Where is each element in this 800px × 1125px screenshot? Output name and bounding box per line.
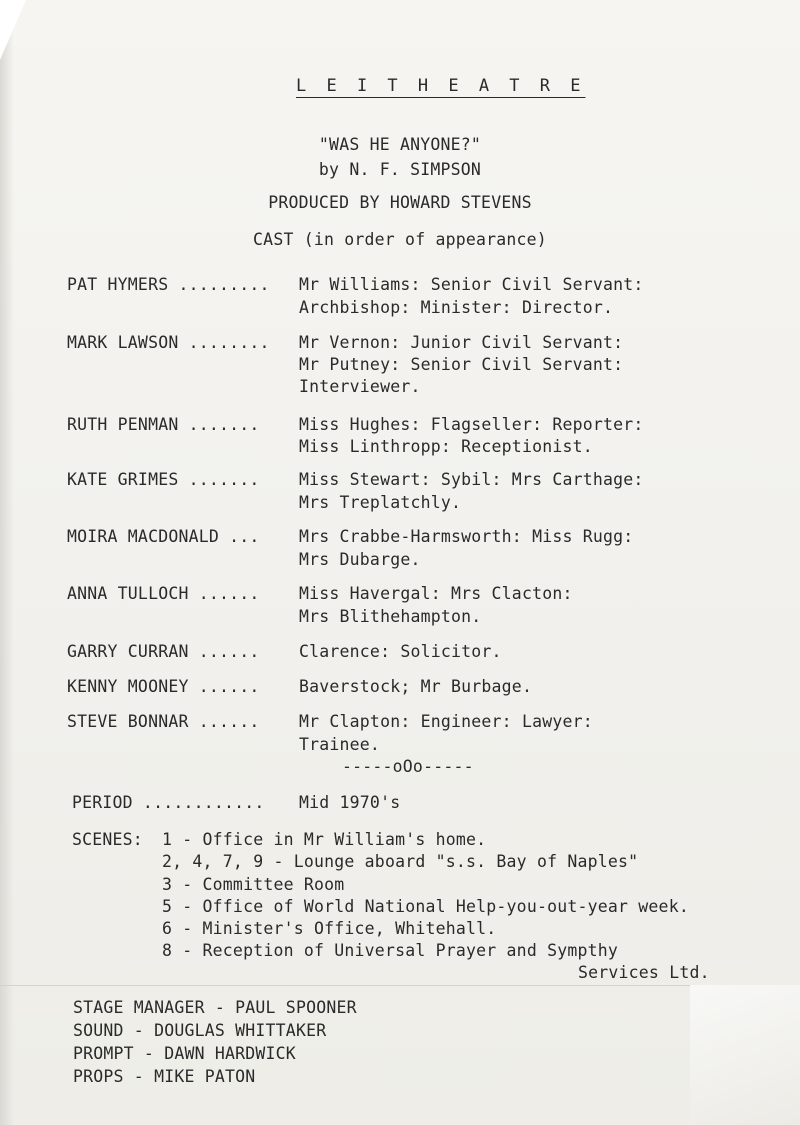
scene-line: 8 - Reception of Universal Prayer and Sympthy bbox=[162, 941, 619, 960]
cast-role-line: Trainee. bbox=[299, 735, 381, 754]
crew-line: SOUND - DOUGLAS WHITTAKER bbox=[73, 1021, 327, 1040]
cast-role-line: Mrs Crabbe-Harmsworth: Miss Rugg: bbox=[299, 527, 634, 546]
paper-corner-patch bbox=[690, 985, 800, 1125]
cast-actor: MARK LAWSON ........ bbox=[67, 333, 270, 352]
cast-actor: KENNY MOONEY ...... bbox=[67, 677, 260, 696]
fold-line bbox=[0, 985, 690, 986]
section-divider: -----oOo----- bbox=[342, 757, 474, 776]
cast-role-line: Baverstock; Mr Burbage. bbox=[299, 677, 533, 696]
cast-actor: STEVE BONNAR ...... bbox=[67, 712, 260, 731]
theatre-heading: L E I T H E A T R E bbox=[296, 76, 586, 96]
crew-line: STAGE MANAGER - PAUL SPOONER bbox=[73, 998, 357, 1017]
play-title: "WAS HE ANYONE?" bbox=[318, 135, 482, 154]
cast-actor: RUTH PENMAN ....... bbox=[67, 415, 260, 434]
scene-line: 1 - Office in Mr William's home. bbox=[162, 830, 487, 849]
cast-role-line: Mr Clapton: Engineer: Lawyer: bbox=[299, 712, 593, 731]
scene-line: 6 - Minister's Office, Whitehall. bbox=[162, 919, 497, 938]
cast-role-line: Mr Vernon: Junior Civil Servant: bbox=[299, 333, 624, 352]
cast-actor: ANNA TULLOCH ...... bbox=[67, 584, 260, 603]
cast-role-line: Mrs Blithehampton. bbox=[299, 607, 482, 626]
cast-heading: CAST (in order of appearance) bbox=[253, 230, 547, 249]
scene-line: 3 - Committee Room bbox=[162, 875, 345, 894]
author-line: by N. F. SIMPSON bbox=[318, 160, 482, 179]
cast-actor: PAT HYMERS ......... bbox=[67, 275, 270, 294]
cast-role-line: Interviewer. bbox=[299, 377, 421, 396]
producer-line: PRODUCED BY HOWARD STEVENS bbox=[268, 193, 532, 212]
scene-line: 2, 4, 7, 9 - Lounge aboard "s.s. Bay of Naples" bbox=[162, 852, 639, 871]
cast-actor: GARRY CURRAN ...... bbox=[67, 642, 260, 661]
cast-role-line: Mr Putney: Senior Civil Servant: bbox=[299, 355, 624, 374]
period-value: Mid 1970's bbox=[299, 793, 401, 812]
crew-line: PROPS - MIKE PATON bbox=[73, 1067, 256, 1086]
cast-role-line: Clarence: Solicitor. bbox=[299, 642, 502, 661]
cast-role-line: Miss Hughes: Flagseller: Reporter: bbox=[299, 415, 644, 434]
cast-actor: KATE GRIMES ....... bbox=[67, 470, 260, 489]
crew-line: PROMPT - DAWN HARDWICK bbox=[73, 1044, 296, 1063]
cast-role-line: Mrs Dubarge. bbox=[299, 550, 421, 569]
scene-line: Services Ltd. bbox=[578, 963, 710, 982]
scene-line: 5 - Office of World National Help-you-out-year week. bbox=[162, 897, 689, 916]
cast-actor: MOIRA MACDONALD ... bbox=[67, 527, 260, 546]
cast-role-line: Miss Stewart: Sybil: Mrs Carthage: bbox=[299, 470, 644, 489]
scenes-label: SCENES: bbox=[72, 830, 143, 849]
cast-role-line: Mrs Treplatchly. bbox=[299, 493, 462, 512]
cast-role-line: Miss Havergal: Mrs Clacton: bbox=[299, 584, 573, 603]
cast-role-line: Mr Williams: Senior Civil Servant: bbox=[299, 275, 644, 294]
torn-corner bbox=[0, 0, 26, 60]
cast-role-line: Miss Linthropp: Receptionist. bbox=[299, 437, 593, 456]
cast-role-line: Archbishop: Minister: Director. bbox=[299, 298, 614, 317]
period-label: PERIOD ............ bbox=[72, 793, 265, 812]
